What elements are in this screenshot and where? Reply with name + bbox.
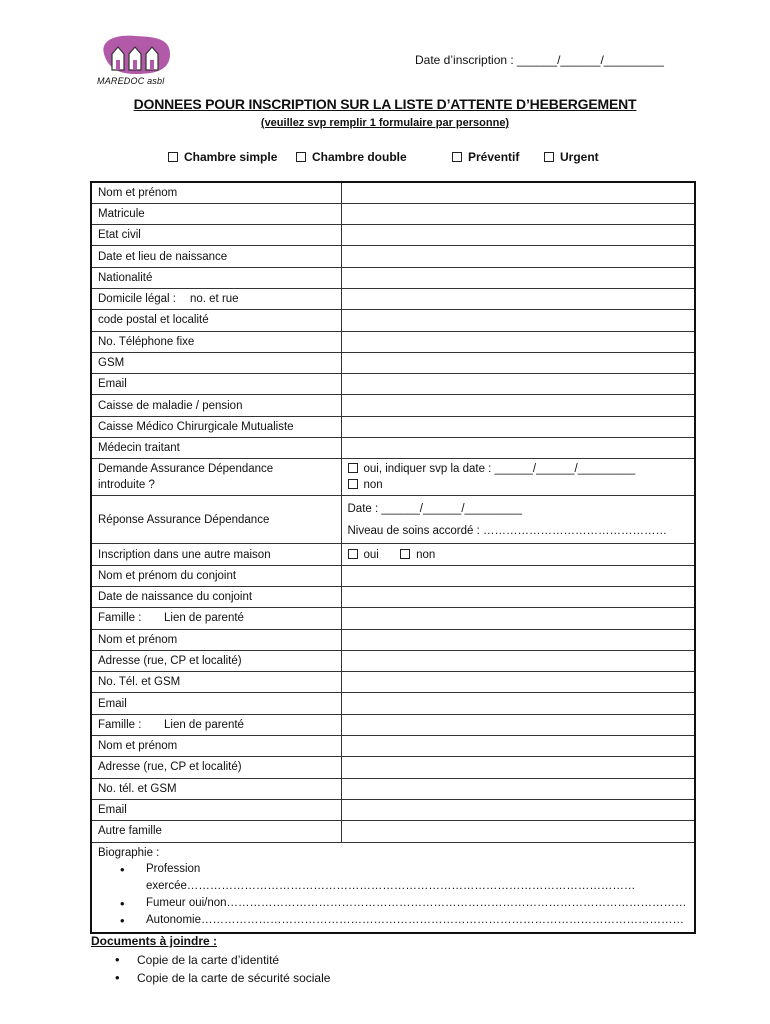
field-label: Nom et prénom du conjoint <box>91 565 341 586</box>
checkbox-icon[interactable] <box>348 549 358 559</box>
field-label: No. Téléphone fixe <box>91 331 341 352</box>
domicile-rue-field[interactable] <box>341 288 695 309</box>
table-row <box>91 395 695 416</box>
checkbox-icon[interactable] <box>452 152 462 162</box>
autre-maison-non-option[interactable]: non <box>400 549 435 561</box>
biographie-label: Biographie : <box>98 846 160 859</box>
caisse-maladie-field[interactable] <box>341 395 695 416</box>
biographie-autonomie[interactable]: • Autonomie……………………………………………………………………………………………………………… <box>98 912 688 929</box>
lien-label: Lien de parenté <box>164 718 244 731</box>
option-chambre-double[interactable]: Chambre double <box>296 150 407 164</box>
table-row <box>91 608 695 629</box>
field-label: Autre famille <box>91 821 341 842</box>
form-title: DONNEES POUR INSCRIPTION SUR LA LISTE D’ATTENTE D’HEBERGEMENT <box>133 96 637 112</box>
table-row <box>91 778 695 799</box>
famille2-email-field[interactable] <box>341 799 695 820</box>
table-row <box>91 821 695 842</box>
documents-list <box>91 951 330 987</box>
field-label: Nom et prénom <box>91 736 341 757</box>
table-row <box>91 288 695 309</box>
autre-maison-field <box>341 544 695 565</box>
field-label <box>91 714 341 735</box>
demande-label-line1: Demande Assurance Dépendance <box>98 463 274 476</box>
option-urgent[interactable]: Urgent <box>544 150 599 164</box>
field-label: code postal et localité <box>91 310 341 331</box>
table-row <box>91 757 695 778</box>
table-row <box>91 736 695 757</box>
table-row <box>91 799 695 820</box>
field-label: Date de naissance du conjoint <box>91 586 341 607</box>
field-label: Inscription dans une autre maison <box>91 544 341 565</box>
field-label: Date et lieu de naissance <box>91 246 341 267</box>
famille2-lien-field[interactable] <box>341 714 695 735</box>
field-label: Réponse Assurance Dépendance <box>91 496 341 544</box>
list-item: • Copie de la carte d’identité <box>91 951 330 969</box>
famille2-adresse-field[interactable] <box>341 757 695 778</box>
logo-text: MAREDOC asbl <box>97 76 165 86</box>
field-label: No. tél. et GSM <box>91 778 341 799</box>
autre-maison-oui-option[interactable]: oui <box>348 549 379 561</box>
checkbox-icon[interactable] <box>544 152 554 162</box>
etat-civil-field[interactable] <box>341 225 695 246</box>
famille-label: Famille : <box>98 718 142 731</box>
conjoint-naissance-field[interactable] <box>341 586 695 607</box>
field-label: Nom et prénom <box>91 182 341 203</box>
field-label <box>91 608 341 629</box>
table-row <box>91 459 695 496</box>
famille-label: Famille : <box>98 612 142 625</box>
table-row <box>91 565 695 586</box>
table-row <box>91 714 695 735</box>
table-row <box>91 182 695 203</box>
demande-oui-option[interactable]: oui, indiquer svp la date : ______/______/_________ <box>348 461 689 477</box>
table-row <box>91 650 695 671</box>
table-row <box>91 586 695 607</box>
field-label: Nationalité <box>91 267 341 288</box>
checkbox-icon[interactable] <box>348 463 358 473</box>
biographie-list <box>98 861 688 929</box>
biographie-fumeur[interactable]: • Fumeur oui/non………………………………………………………………………………………………………… <box>98 895 688 912</box>
table-row <box>91 544 695 565</box>
checkbox-icon[interactable] <box>400 549 410 559</box>
field-label: Email <box>91 799 341 820</box>
famille2-nom-field[interactable] <box>341 736 695 757</box>
checkbox-icon[interactable] <box>168 152 178 162</box>
table-row <box>91 438 695 459</box>
field-label: No. Tél. et GSM <box>91 672 341 693</box>
domicile-cp-field[interactable] <box>341 310 695 331</box>
autre-famille-field[interactable] <box>341 821 695 842</box>
field-label: Adresse (rue, CP et localité) <box>91 757 341 778</box>
table-row <box>91 672 695 693</box>
demande-non-option[interactable]: non <box>348 477 689 493</box>
table-row <box>91 842 695 933</box>
field-label: Caisse de maladie / pension <box>91 395 341 416</box>
tel-fixe-field[interactable] <box>341 331 695 352</box>
conjoint-nom-field[interactable] <box>341 565 695 586</box>
form-subtitle: (veuillez svp remplir 1 formulaire par personne) <box>260 117 510 129</box>
table-row <box>91 629 695 650</box>
field-label <box>91 288 341 309</box>
table-row <box>91 331 695 352</box>
lien-label: Lien de parenté <box>164 612 244 625</box>
option-chambre-simple[interactable]: Chambre simple <box>168 150 277 164</box>
nom-field[interactable] <box>341 182 695 203</box>
famille1-nom-field[interactable] <box>341 629 695 650</box>
table-row <box>91 310 695 331</box>
table-row <box>91 352 695 373</box>
reponse-date[interactable]: Date : ______/______/_________ <box>347 502 523 515</box>
table-row <box>91 267 695 288</box>
famille1-lien-field[interactable] <box>341 608 695 629</box>
field-label: Email <box>91 374 341 395</box>
field-label: Matricule <box>91 203 341 224</box>
field-label: Email <box>91 693 341 714</box>
matricule-field[interactable] <box>341 203 695 224</box>
domicile-rue-label: no. et rue <box>189 293 239 306</box>
field-label: Etat civil <box>91 225 341 246</box>
field-label: Caisse Médico Chirurgicale Mutualiste <box>91 416 341 437</box>
nationalite-field[interactable] <box>341 267 695 288</box>
famille1-adresse-field[interactable] <box>341 650 695 671</box>
table-row <box>91 496 695 544</box>
naissance-field[interactable] <box>341 246 695 267</box>
reponse-niveau[interactable]: Niveau de soins accordé : ………………………………………… <box>347 524 668 537</box>
table-row <box>91 203 695 224</box>
list-item: • Copie de la carte de sécurité sociale <box>91 969 330 987</box>
table-row <box>91 693 695 714</box>
table-row <box>91 225 695 246</box>
table-row <box>91 374 695 395</box>
checkbox-icon[interactable] <box>348 479 358 489</box>
biographie-profession[interactable]: • Profession exercée……………………………………………………………………………………………………… <box>98 861 688 895</box>
field-label: Médecin traitant <box>91 438 341 459</box>
table-row <box>91 246 695 267</box>
famille2-tel-field[interactable] <box>341 778 695 799</box>
field-label: Nom et prénom <box>91 629 341 650</box>
documents-section <box>91 934 330 987</box>
medecin-field[interactable] <box>341 438 695 459</box>
famille1-tel-field[interactable] <box>341 672 695 693</box>
domicile-label: Domicile légal : <box>98 293 176 306</box>
demande-assurance-field <box>341 459 695 496</box>
table-row <box>91 416 695 437</box>
gsm-field[interactable] <box>341 352 695 373</box>
option-preventif[interactable]: Préventif <box>452 150 519 164</box>
inscription-date[interactable]: Date d’inscription : ______/______/_________ <box>415 53 664 67</box>
field-label <box>91 459 341 496</box>
field-label: GSM <box>91 352 341 373</box>
documents-title: Documents à joindre : <box>91 934 218 948</box>
caisse-medico-field[interactable] <box>341 416 695 437</box>
reponse-assurance-field <box>341 496 695 544</box>
biographie-section <box>91 842 695 933</box>
email-field[interactable] <box>341 374 695 395</box>
famille1-email-field[interactable] <box>341 693 695 714</box>
registration-table <box>90 181 696 934</box>
demande-label-line2: introduite ? <box>98 479 155 492</box>
checkbox-icon[interactable] <box>296 152 306 162</box>
field-label: Adresse (rue, CP et localité) <box>91 650 341 671</box>
